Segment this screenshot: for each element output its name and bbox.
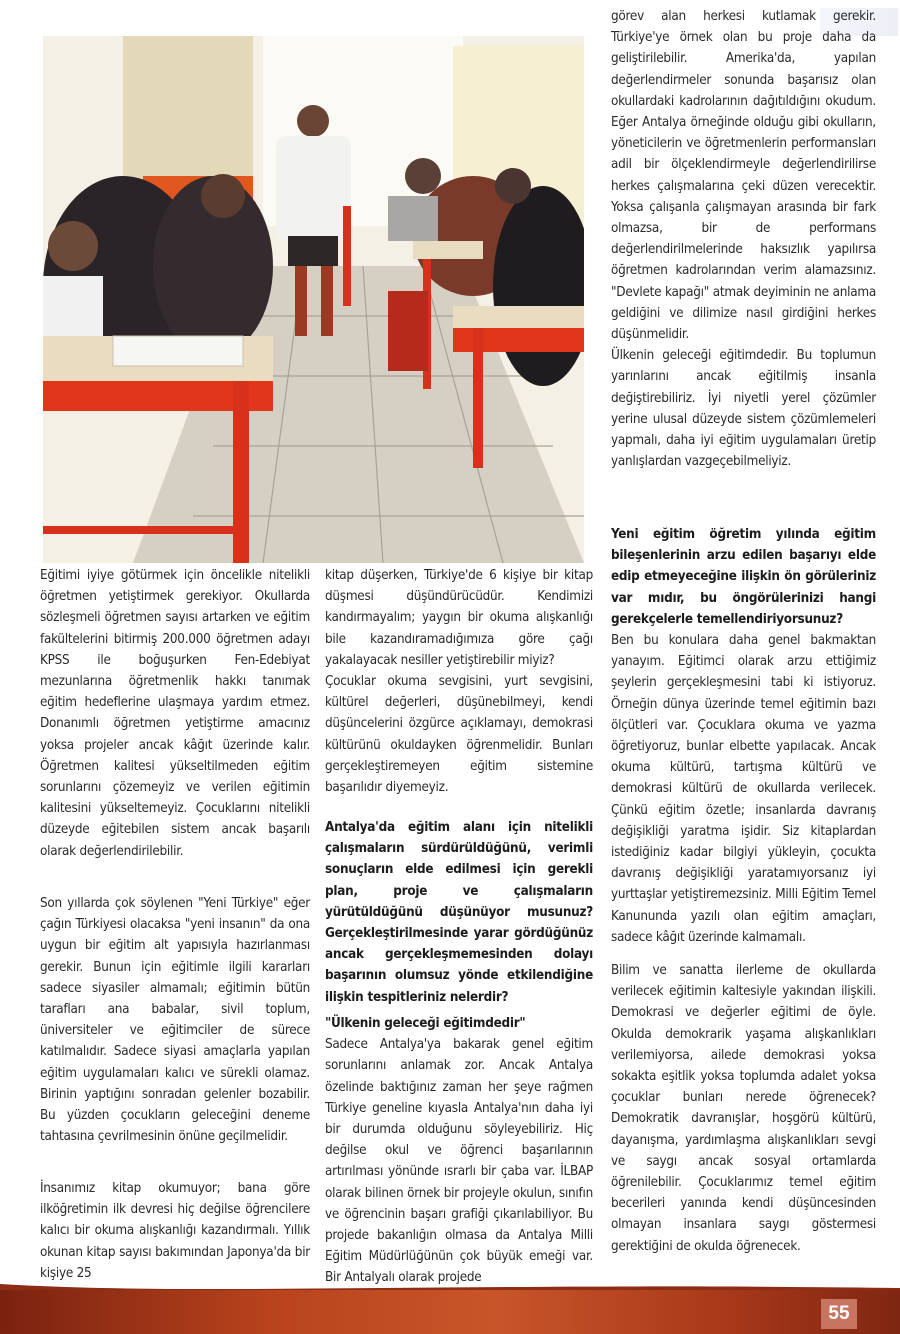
footer-band <box>0 1290 900 1334</box>
column-2-middle <box>325 817 593 1008</box>
article-paragraph: görev alan herkesi kutlamak gerekir. Türkiye'ye örnek olan bu proje daha da geliştirilebilir. Amerika'da, yapılan değerlendirmeler sonunda başarısız olan okullardaki kadrolarının dağıtıldığını okudum. Eğer Antalya örneğinde olduğu gibi okulların, yöneticilerin ve öğretmenlerin performansları adil bir ölçeklendirmeyle değerlendirilirse herkes çalışmalarına çeki düzen verecektir. Yoksa çalışanla çalışmayan arasında bir fark olmazsa, bir de performans değerlendirilmelerinde haksızlık yapılırsa öğretmen kadrolarından verim alamazsınız. "Devlete kapağı" atmak deyiminin ne anlama geldiğini ve dilimize nasıl girdiğini herkes düşünmelidir. <box>611 9 876 343</box>
article-paragraph: Eğitimi iyiye götürmek için öncelikle nitelikli öğretmen yetiştirmek gerekiyor. Okullarda sözleşmeli öğretmen sayısı artarken ve eğitim fakültelerini bitirmiş 200.000 öğretmen adayı KPSS ile boğuşurken Fen-Edebiyat mezunlarına öğretmenlik hakkı tanımak eğitim hedeflerine ulaşmaya yardım etmez. Donanımlı öğretmen yetiştirme amacınız yoksa projeler ancak kâğıt üzerinde kalır. Öğretmen kalitesi yükseltilmeden eğitim sorunlarını çözemeyiz ve verilen eğitimin kalitesini yükseltemeyiz. Çocuklarını nitelikli düzeyde eğitebilen sistem ancak başarılı olarak değerlendirilebilir. <box>40 568 310 859</box>
article-paragraph: Ben bu konulara daha genel bakmaktan yanayım. Eğitimci olarak arzu ettiğimiz şeylerin gerçekleşmesini tabi ki istiyoruz. Örneğin dünya üzerinde temel eğitimin bazı ölçütleri var. Çocuklara okuma ve yazma öğretiyoruz, bunlar elbette yapılacak. Ancak okuma kültürü, tartışma kültürü ve demokrasi kültürü de okullarda verilecek. Çünkü eğitim özetle; insanlarda davranış değişikliği yaratma işidir. Siz kitaplardan istediğiniz kadar bilgiyi yükleyin, çocukta davranış değişikliği yaratamıyorsanız iyi yurttaşlar yetiştiremezsiniz. Milli Eğitim Temel Kanununda yazılı olan eğitim amaçları, sadece kâğıt üzerinde kalmamalı. <box>611 633 876 945</box>
article-paragraph: Son yıllarda çok söylenen "Yeni Türkiye" eğer çağın Türkiyesi olacaksa "yeni insanın" da ona uygun bir eğitim alt yapısıyla hazırlanması gerekir. Bunun için eğitimle ilgili kararları sadece siyasiler almamalı; eğitimin bütün tarafları ana babalar, sivil toplum, üniversiteler ve eğitimciler de sürece katılmalıdır. Sadece siyasi amaçlarla yapılan eğitim uygulamaları kalıcı ve sürekli olamaz. Birinin yaptığını sonradan gelenler bozabilir. Bu yüzden çocukların geleceğini deneme tahtasına çevrilmesinin önüne geçilmelidir. <box>40 896 310 1145</box>
column-2-lower <box>325 1013 593 1289</box>
article-paragraph: Ülkenin geleceği eğitimdedir. Bu toplumun yarınlarını ancak eğitilmiş insanla değiştirebiliriz. İyi niyetli yerel çözümler yerine ulusal düzeyde sistem çözümlemeleri yapmalı, daha iyi eğitim uygulamaları üretip yanlışlardan vazgeçebilmeliyiz. <box>611 348 876 470</box>
page-number: 55 <box>821 1299 857 1329</box>
article-paragraph: İnsanımız kitap okumuyor; bana göre ilköğretimin ilk devresi hiç değilse öğrencilere kalıcı bir okuma alışkanlığı kazandırmalı. Yıllık okunan kitap sayısı bakımından Japonya'da bir kişiye 25 <box>40 1181 310 1281</box>
article-paragraph: kitap düşerken, Türkiye'de 6 kişiye bir kitap düşmesi düşündürücüdür. Kendimizi kandırmayalım; yaygın bir okuma alışkanlığı bile kazandıramadığımıza göre çağı yakalayacak nesiller yetiştirebilir miyiz? <box>325 568 593 668</box>
column-1-lower <box>40 1178 310 1284</box>
interview-question: Yeni eğitim öğretim yılında eğitim bileşenlerinin arzu edilen başarıyı elde edip etmeyeceğine ilişkin ön görüleriniz var mıdır, bu öngörülerinizi hangi gerekçelerle temellendiriyorsunuz? <box>611 527 876 627</box>
interview-question: Antalya'da eğitim alanı için nitelikli çalışmaların sürdürüldüğünü, verimli sonuçların elde edilmesi için gerekli plan, proje ve çalışmaların yürütüldüğünü düşünüyor musunuz? Gerçekleştirilmesinde yarar gördüğünüz ancak gerçekleşmemesinden dolayı başarının olumsuz yönde etkilendiğine ilişkin tespitleriniz nelerdir? <box>325 820 593 1005</box>
article-paragraph: Çocuklar okuma sevgisini, yurt sevgisini, kültürel değerleri, düşünebilmeyi, kendi düşüncelerini özgürce açıklamayı, demokrasi kültürünü okuldayken öğrenmelidir. Bunları gerçekleştiremeyen eğitim sistemine başarılıdır diyemeyiz. <box>325 674 593 796</box>
column-3-middle <box>611 524 876 948</box>
column-1-middle <box>40 893 310 1147</box>
column-3-lower <box>611 960 876 1257</box>
article-paragraph: Sadece Antalya'ya bakarak genel eğitim sorunlarını anlamak zor. Ancak Antalya özelinde baktığınız zaman her şeye rağmen Türkiye geneline kıyasla Antalya'nın daha iyi bir durumda olduğunu söyleyebiliriz. Hiç değilse okul ve öğrenci başarılarının artırılması yönünde ısrarlı bir çaba var. İLBAP olarak bilinen örnek bir projeyle okulun, sınıfın ve öğrencinin başarı grafiği çıkarılabiliyor. Bu projede bakanlığın olmasa da Antalya Milli Eğitim Müdürlüğünün çok büyük emeği var. Bir Antalyalı olarak projede <box>325 1037 593 1286</box>
column-1-upper <box>40 565 310 862</box>
column-2-upper <box>325 565 593 798</box>
article-paragraph: Bilim ve sanatta ilerleme de okullarda verilecek eğitimin kaltesiyle yakından ilişkili. Demokrasi ve değerler eğitimi de öyle. Okulda demokrarik yaşama alışkanlıkları verilemiyorsa, ailede demokrasi yoksa sokakta eşitlik yoksa toplumda adalet yoksa çocuklar bunları nerede öğrenecek? Demokratik davranışlar, hoşgörü kültürü, dayanışma, yardımlaşma alışkanlıkları sevgi ve saygı ancak sosyal ortamlarda öğrenilebilir. Çocuklarımız temel eğitim becerileri yanında kendi düşüncesinden olmayan insanlara saygı göstermesi gerektiğini de okulda öğrenecek. <box>611 963 876 1254</box>
classroom-photo-icon <box>43 36 584 563</box>
column-3-upper <box>611 6 876 472</box>
section-subheading: "Ülkenin geleceği eğitimdedir" <box>325 1016 526 1031</box>
classroom-photo <box>43 36 584 563</box>
